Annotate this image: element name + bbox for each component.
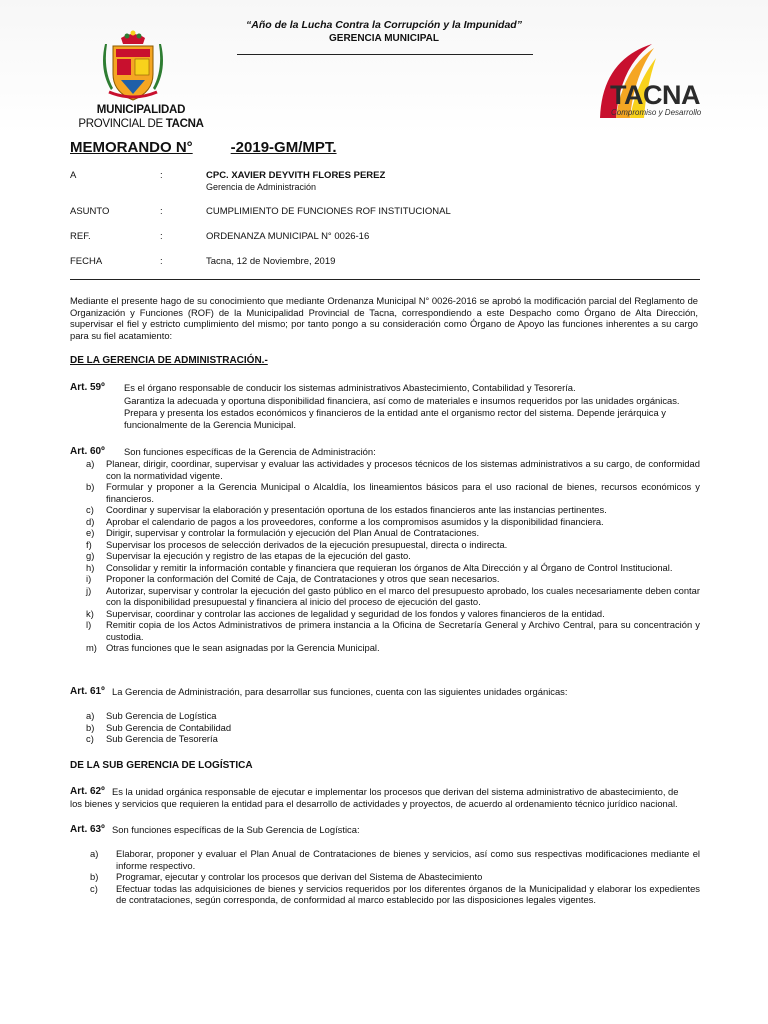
list-item-text: Dirigir, supervisar y controlar la formulación y ejecución del Plan Anual de Contrataciones.	[106, 527, 480, 538]
field-date-label: FECHA	[70, 256, 103, 267]
art-63-intro: Son funciones específicas de la Sub Gerencia de Logística:	[112, 824, 360, 835]
list-item-letter: h)	[86, 561, 95, 573]
list-item	[86, 585, 700, 608]
list-item-letter: d)	[86, 515, 95, 527]
header-separator	[70, 279, 700, 280]
list-item-text: Remitir copia de los Actos Administrativos de primera instancia a la Oficina de Secretaría General y Archivo Central, para su concentración y custodia.	[106, 619, 700, 642]
list-item-letter: a)	[86, 458, 95, 469]
art-61-list	[86, 710, 700, 745]
section-title-administracion: DE LA GERENCIA DE ADMINISTRACIÓN.-	[70, 355, 268, 366]
list-item	[86, 573, 700, 585]
list-item-text: Aprobar el calendario de pagos a los proveedores, conforme a los compromisos asumidos y la disponibilidad financiera.	[106, 515, 604, 527]
art-63-list	[90, 848, 700, 906]
section-title-logistica: DE LA SUB GERENCIA DE LOGÍSTICA	[70, 760, 253, 771]
municipality-subtitle-prefix: PROVINCIAL DE	[78, 118, 166, 130]
field-to-label: A	[70, 170, 77, 181]
field-subject	[70, 206, 710, 220]
memo-title-prefix: MEMORANDO N°	[70, 139, 193, 156]
field-ref-value: ORDENANZA MUNICIPAL N° 0026-16	[206, 231, 370, 242]
field-to-colon: :	[160, 170, 163, 181]
list-item-text: Proponer la conformación del Comité de Caja, de Contrataciones y otros que sean necesarios.	[106, 573, 500, 584]
list-item-text: Elaborar, proponer y evaluar el Plan Anual de Contrataciones de bienes y servicios, así como sus respectivas modificaciones mediante el informe respectivo.	[116, 848, 700, 871]
list-item	[86, 608, 700, 620]
list-item-letter: i)	[86, 573, 92, 584]
field-to-subvalue: Gerencia de Administración	[206, 182, 317, 192]
art-63-label: Art. 63º	[70, 824, 105, 835]
list-item-letter: m)	[86, 642, 97, 653]
list-item-text: Supervisar, coordinar y controlar las acciones de legalidad y seguridad de los fondos y valores financieros de la entidad.	[106, 607, 605, 619]
list-item	[86, 710, 700, 722]
art-60-label: Art. 60º	[70, 446, 105, 457]
list-item-letter: b)	[90, 871, 99, 882]
field-date	[70, 256, 710, 270]
list-item-letter: c)	[86, 733, 94, 744]
list-item-text: Supervisar la ejecución y registro de las etapas de la ejecución del gasto.	[106, 550, 411, 561]
list-item	[86, 562, 700, 574]
art-61-intro: La Gerencia de Administración, para desarrollar sus funciones, cuenta con las siguientes unidades orgánicas:	[112, 686, 568, 697]
art-59-line-3: Prepara y presenta los estados económicos y financieros de la entidad ante el organismo rector del sistema. Depende jerárquica y	[124, 407, 666, 418]
list-item-text: Formular y proponer a la Gerencia Municipal o Alcaldía, los lineamientos básicos para el uso racional de bienes, recursos económicos y financieros.	[106, 481, 700, 504]
list-item-letter: k)	[86, 607, 94, 619]
list-item-text: Sub Gerencia de Logística	[106, 710, 217, 721]
list-item	[86, 619, 700, 642]
art-61-label: Art. 61º	[70, 686, 105, 697]
list-item	[86, 458, 700, 481]
list-item	[90, 871, 700, 883]
field-ref-colon: :	[160, 231, 163, 242]
list-item-text: Sub Gerencia de Tesorería	[106, 733, 218, 744]
municipality-name: MUNICIPALIDAD	[96, 104, 186, 116]
list-item-letter: a)	[86, 710, 95, 721]
field-subject-colon: :	[160, 206, 163, 217]
field-subject-label: ASUNTO	[70, 206, 110, 217]
field-date-value: Tacna, 12 de Noviembre, 2019	[206, 256, 336, 267]
municipal-crest-logo	[103, 30, 163, 102]
list-item	[86, 481, 700, 504]
list-item-text: Otras funciones que le sean asignadas por la Gerencia Municipal.	[106, 642, 380, 653]
list-item-text: Efectuar todas las adquisiciones de bienes y servicios requeridos por los diferentes órganos de la Municipalidad y elaborar los expedientes de contrataciones, según corresponda, de conformidad al marco establecido por las disposiciones legales vigentes.	[116, 882, 700, 905]
list-item	[86, 539, 700, 551]
art-60-list	[86, 458, 700, 654]
list-item	[86, 642, 700, 654]
list-item-letter: c)	[90, 882, 98, 894]
list-item-letter: j)	[86, 584, 92, 596]
list-item-letter: e)	[86, 527, 95, 538]
list-item-letter: g)	[86, 550, 95, 561]
list-item	[90, 848, 700, 871]
art-62-line-1: Es la unidad orgánica responsable de ejecutar e implementar los procesos que derivan del sistema administrativo de abastecimiento, de	[112, 786, 679, 797]
memo-title-suffix: -2019-GM/MPT.	[230, 139, 337, 156]
field-ref-label: REF.	[70, 231, 91, 242]
art-62-label: Art. 62º	[70, 786, 105, 797]
list-item-letter: l)	[86, 619, 92, 630]
list-item	[86, 516, 700, 528]
field-ref	[70, 231, 710, 245]
list-item-letter: a)	[90, 848, 99, 859]
municipality-subtitle	[70, 118, 212, 131]
office-title: GERENCIA MUNICIPAL	[329, 33, 439, 44]
list-item	[86, 733, 700, 745]
list-item	[86, 550, 700, 562]
art-59-line-4: funcionalmente de la Gerencia Municipal.	[124, 419, 296, 430]
list-item	[86, 722, 700, 734]
list-item-text: Coordinar y supervisar la elaboración y presentación oportuna de los estados financieros ante las instancias pertinentes.	[106, 504, 607, 515]
field-to-value: CPC. XAVIER DEYVITH FLORES PEREZ	[206, 170, 386, 181]
list-item-letter: b)	[86, 721, 95, 733]
list-item-text: Programar, ejecutar y controlar los procesos que derivan del Sistema de Abastecimiento	[116, 871, 483, 882]
list-item-letter: f)	[86, 538, 92, 550]
list-item-text: Sub Gerencia de Contabilidad	[106, 721, 232, 733]
list-item-letter: b)	[86, 481, 95, 492]
year-motto: “Año de la Lucha Contra la Corrupción y la Impunidad”	[246, 19, 522, 31]
art-62-line-2: los bienes y servicios que requieren la entidad para el desarrollo de actividades y proyectos, de acuerdo al ordenamiento técnico jurídico nacional.	[70, 798, 678, 809]
memo-title	[70, 139, 337, 156]
tacna-brand-word: TACNA	[610, 80, 700, 110]
list-item	[86, 527, 700, 539]
municipality-subtitle-city: TACNA	[165, 118, 204, 130]
field-subject-value: CUMPLIMIENTO DE FUNCIONES ROF INSTITUCIONAL	[206, 206, 451, 217]
list-item-text: Consolidar y remitir la información contable y financiera que requieran los órganos de Alta Dirección y al Órgano de Control Institucional.	[106, 561, 673, 573]
list-item-text: Planear, dirigir, coordinar, supervisar y evaluar las actividades y procesos técnicos de los sistemas administrativos a su cargo, de conformidad con la normatividad vigente.	[106, 458, 700, 481]
field-date-colon: :	[160, 256, 163, 267]
art-59-label: Art. 59º	[70, 382, 105, 393]
list-item	[90, 883, 700, 906]
intro-paragraph: Mediante el presente hago de su conocimiento que mediante Ordenanza Municipal N° 0026-2016 se aprobó la modificación parcial del Reglamento de Organización y Funciones (ROF) de la Municipalidad Provincial de Tacna, correspondiendo a este Despacho como Órgano de Alta Dirección, supervisar el fiel y estricto cumplimiento del mismo; por tanto pongo a su consideración como Órgano de Apoyo las funciones inherentes a su cargo para su fiel acatamiento:	[70, 295, 698, 342]
field-to	[70, 170, 710, 196]
art-60-intro: Son funciones específicas de la Gerencia de Administración:	[124, 446, 376, 457]
list-item-letter: c)	[86, 504, 94, 515]
list-item-text: Autorizar, supervisar y controlar la ejecución del gasto público en el marco del presupuesto aprobado, los cuales necesariamente deben contar con la disponibilidad presupuestal y financiera al inicio del proceso de ejecución del gasto.	[106, 584, 700, 607]
header-divider	[237, 54, 533, 55]
art-59-line-2: Garantiza la adecuada y oportuna disponibilidad financiera, así como de materiales e insumos requeridos por las unidades orgánicas.	[124, 395, 680, 406]
list-item-text: Supervisar los procesos de selección derivados de la ejecución presupuestal, directa o indirecta.	[106, 538, 508, 550]
art-59-line-1: Es el órgano responsable de conducir los sistemas administrativos Abastecimiento, Contabilidad y Tesorería.	[124, 382, 576, 393]
list-item	[86, 504, 700, 516]
tacna-brand-tagline: Compromiso y Desarrollo	[611, 108, 702, 117]
